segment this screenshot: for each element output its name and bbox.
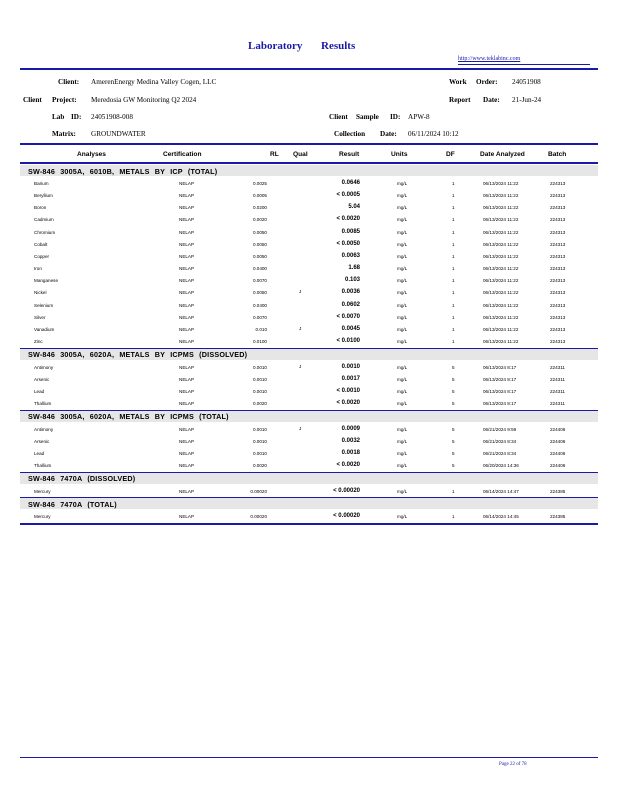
- collection-date-value: 06/11/2024 10:12: [408, 130, 459, 138]
- batch-id: 224313: [550, 302, 566, 308]
- analyte-name: Silver: [34, 314, 46, 320]
- reporting-limit: 0.0020: [252, 401, 267, 407]
- analyte-name: Vanadium: [34, 326, 55, 332]
- date-analyzed: 06/13/2024 11:22: [483, 205, 519, 211]
- col-rl: RL: [270, 151, 279, 158]
- certification: NELAP: [179, 401, 195, 407]
- dilution-factor: 5: [452, 364, 455, 370]
- table-bottom-divider: [20, 523, 598, 525]
- dilution-factor: 5: [452, 376, 455, 382]
- reporting-limit: 0.0025: [252, 181, 267, 186]
- reporting-limit: 0.0400: [252, 302, 267, 308]
- units: mg/L: [397, 338, 408, 344]
- project-label: Project:: [52, 96, 77, 104]
- result-value: < 0.0005: [336, 192, 360, 199]
- table-row: [0, 374, 618, 386]
- section-title: SW-846 7470A (TOTAL): [28, 499, 117, 509]
- analyte-name: Mercury: [34, 488, 51, 494]
- batch-id: 224406: [550, 451, 566, 456]
- batch-id: 224385: [550, 488, 566, 494]
- reporting-limit: 0.0070: [252, 314, 267, 320]
- certification: NELAP: [179, 181, 195, 186]
- analyte-name: Antimony: [34, 364, 54, 370]
- units: mg/L: [397, 426, 408, 432]
- units: mg/L: [397, 364, 408, 370]
- client-label: Client:: [58, 78, 80, 86]
- dilution-factor: 1: [452, 253, 455, 259]
- batch-id: 224311: [550, 364, 565, 370]
- dilution-factor: 5: [452, 388, 455, 394]
- analyte-name: Nickel: [34, 290, 47, 296]
- certification: NELAP: [179, 241, 195, 247]
- dilution-factor: 1: [452, 181, 455, 186]
- result-value: < 0.00020: [333, 513, 360, 520]
- certification: NELAP: [179, 463, 195, 469]
- units: mg/L: [397, 241, 408, 247]
- page-title-laboratory: Laboratory: [248, 40, 303, 52]
- units: mg/L: [397, 401, 408, 407]
- result-value: < 0.0100: [336, 337, 360, 344]
- reporting-limit: 0.0010: [252, 364, 267, 370]
- reporting-limit: 0.0050: [252, 253, 267, 259]
- units: mg/L: [397, 205, 408, 211]
- batch-id: 224311: [550, 388, 565, 394]
- lab-id-value: 24051908-008: [91, 113, 133, 121]
- date-analyzed: 06/14/2024 14:45: [483, 514, 519, 520]
- units: mg/L: [397, 451, 408, 456]
- analyte-name: Arsenic: [34, 376, 50, 382]
- analyte-name: Cobalt: [34, 241, 48, 247]
- page-number: Page 22 of 78: [499, 762, 527, 767]
- order-value: 24051908: [512, 78, 541, 86]
- reporting-limit: 0.0100: [252, 338, 267, 344]
- dilution-factor: 5: [452, 426, 455, 432]
- table-row: [0, 386, 618, 398]
- result-value: < 0.0070: [336, 313, 360, 320]
- dilution-factor: 1: [452, 302, 455, 308]
- order-label: Order:: [476, 78, 498, 86]
- reporting-limit: 0.0005: [252, 193, 267, 199]
- date-analyzed: 06/13/2024 11:22: [483, 241, 519, 247]
- table-row: [0, 511, 618, 523]
- batch-id: 224406: [550, 426, 566, 432]
- table-row: [0, 190, 618, 202]
- result-value: 1.68: [348, 265, 360, 272]
- analyte-name: Lead: [34, 451, 45, 456]
- batch-id: 224313: [550, 266, 566, 272]
- table-row: [0, 486, 618, 498]
- certification: NELAP: [179, 302, 195, 308]
- certification: NELAP: [179, 451, 195, 456]
- page-title-results: Results: [321, 40, 356, 52]
- certification: NELAP: [179, 290, 195, 296]
- client-sample-value: APW-8: [408, 113, 430, 121]
- analyte-name: Mercury: [34, 514, 51, 520]
- dilution-factor: 1: [452, 314, 455, 320]
- url-underline: [458, 64, 590, 65]
- date-analyzed: 06/21/2024 8:34: [483, 438, 517, 444]
- collection-label: Collection: [334, 130, 366, 138]
- analyte-name: Arsenic: [34, 438, 50, 444]
- header-divider: [20, 68, 598, 70]
- table-row: [0, 178, 618, 190]
- col-batch: Batch: [548, 151, 567, 158]
- batch-id: 224313: [550, 278, 566, 284]
- date-analyzed: 06/13/2024 11:22: [483, 278, 519, 284]
- reporting-limit: 0.010: [255, 326, 267, 332]
- dilution-factor: 5: [452, 401, 455, 407]
- units: mg/L: [397, 376, 408, 382]
- units: mg/L: [397, 302, 408, 308]
- lab-id-label: Lab: [52, 113, 65, 121]
- col-units: Units: [391, 151, 408, 158]
- certification: NELAP: [179, 229, 195, 235]
- reporting-limit: 0.0010: [252, 451, 267, 456]
- reporting-limit: 0.0050: [252, 241, 267, 247]
- dilution-factor: 1: [452, 326, 455, 332]
- units: mg/L: [397, 290, 408, 296]
- project-value: Meredosia GW Monitoring Q2 2024: [91, 96, 197, 104]
- certification: NELAP: [179, 388, 195, 394]
- table-row: [0, 436, 618, 448]
- report-label: Report: [449, 96, 471, 104]
- analyte-name: Zinc: [34, 338, 43, 344]
- date-analyzed: 06/13/2024 8:17: [483, 376, 517, 382]
- dilution-factor: 5: [452, 451, 455, 456]
- date-analyzed: 06/13/2024 11:22: [483, 314, 519, 320]
- analyte-name: Manganese: [34, 278, 59, 284]
- analyte-name: Copper: [34, 253, 50, 259]
- analyte-name: Chromium: [34, 229, 56, 235]
- units: mg/L: [397, 217, 408, 223]
- batch-id: 224313: [550, 290, 566, 296]
- units: mg/L: [397, 314, 408, 320]
- footer-divider: [20, 757, 598, 758]
- client-group-label: Client: [23, 96, 42, 104]
- units: mg/L: [397, 488, 408, 494]
- date-analyzed: 06/13/2024 11:22: [483, 338, 519, 344]
- date-analyzed: 06/14/2024 14:47: [483, 488, 519, 494]
- date-analyzed: 06/21/2024 8:34: [483, 451, 517, 456]
- work-label: Work: [449, 78, 467, 86]
- certification: NELAP: [179, 278, 195, 284]
- qualifier: J: [299, 364, 302, 370]
- matrix-value: GROUNDWATER: [91, 130, 146, 138]
- certification: NELAP: [179, 364, 195, 370]
- qualifier: J: [299, 326, 302, 332]
- table-row: [0, 275, 618, 287]
- analyte-name: Cadmium: [34, 217, 54, 223]
- table-row: [0, 312, 618, 324]
- units: mg/L: [397, 438, 408, 444]
- date-analyzed: 06/21/2024 9:59: [483, 426, 517, 432]
- table-row: [0, 324, 618, 336]
- batch-id: 224311: [550, 376, 565, 382]
- date-analyzed: 06/13/2024 11:22: [483, 302, 519, 308]
- dilution-factor: 1: [452, 193, 455, 199]
- result-value: 0.0646: [341, 180, 360, 186]
- table-row: [0, 214, 618, 226]
- reporting-limit: 0.0200: [252, 205, 267, 211]
- table-row: [0, 424, 618, 436]
- result-value: < 0.0020: [336, 400, 360, 407]
- qualifier: J: [299, 426, 302, 432]
- col-analyses: Analyses: [77, 151, 106, 158]
- column-header-divider: [20, 162, 598, 164]
- certification: NELAP: [179, 253, 195, 259]
- batch-id: 224313: [550, 326, 566, 332]
- units: mg/L: [397, 229, 408, 235]
- client-sample-label-2: Sample: [356, 113, 379, 121]
- client-value: AmerenEnergy Medina Valley Cogen, LLC: [91, 78, 217, 86]
- date-analyzed: 06/20/2024 14:36: [483, 463, 519, 469]
- col-certification: Certification: [163, 151, 202, 158]
- dilution-factor: 1: [452, 229, 455, 235]
- reporting-limit: 0.00020: [250, 488, 267, 494]
- reporting-limit: 0.0010: [252, 376, 267, 382]
- batch-id: 224313: [550, 338, 566, 344]
- reporting-limit: 0.0050: [252, 290, 267, 296]
- units: mg/L: [397, 266, 408, 272]
- col-result: Result: [339, 151, 360, 158]
- analyte-name: Lead: [34, 388, 45, 394]
- analyte-name: Barium: [34, 181, 49, 186]
- batch-id: 224406: [550, 438, 566, 444]
- meta-divider: [20, 143, 598, 145]
- reporting-limit: 0.0050: [252, 229, 267, 235]
- analyte-name: Thallium: [34, 401, 52, 407]
- date-analyzed: 06/13/2024 11:22: [483, 229, 519, 235]
- dilution-factor: 1: [452, 290, 455, 296]
- section-title: SW-846 3005A, 6020A, METALS BY ICPMS (DISSOLVED): [28, 350, 248, 360]
- dilution-factor: 5: [452, 463, 455, 469]
- certification: NELAP: [179, 426, 195, 432]
- dilution-factor: 1: [452, 266, 455, 272]
- units: mg/L: [397, 463, 408, 469]
- section-title: SW-846 7470A (DISSOLVED): [28, 474, 136, 484]
- client-sample-label-3: ID:: [390, 113, 401, 121]
- date-analyzed: 06/13/2024 11:22: [483, 193, 519, 199]
- result-value: 0.0017: [341, 375, 360, 382]
- batch-id: 224313: [550, 205, 566, 211]
- result-value: < 0.0020: [336, 216, 360, 223]
- units: mg/L: [397, 181, 408, 186]
- batch-id: 224311: [550, 401, 565, 407]
- certification: NELAP: [179, 338, 195, 344]
- result-value: 0.0032: [341, 437, 360, 444]
- date-analyzed: 06/13/2024 11:22: [483, 181, 519, 186]
- batch-id: 224313: [550, 253, 566, 259]
- certification: NELAP: [179, 488, 195, 494]
- table-row: [0, 263, 618, 275]
- table-row: [0, 460, 618, 472]
- certification: NELAP: [179, 326, 195, 332]
- units: mg/L: [397, 514, 408, 520]
- date-analyzed: 06/13/2024 11:22: [483, 326, 519, 332]
- certification: NELAP: [179, 205, 195, 211]
- result-value: < 0.0010: [336, 387, 360, 394]
- result-value: < 0.0020: [336, 462, 360, 469]
- table-row: [0, 300, 618, 312]
- table-row: [0, 239, 618, 251]
- collection-date-label: Date:: [380, 130, 397, 138]
- certification: NELAP: [179, 217, 195, 223]
- col-date-analyzed: Date Analyzed: [480, 151, 525, 158]
- dilution-factor: 1: [452, 514, 455, 520]
- qualifier: J: [299, 290, 302, 296]
- analyte-name: Boron: [34, 205, 47, 211]
- batch-id: 224313: [550, 193, 566, 199]
- report-date-value: 21-Jun-24: [512, 96, 542, 104]
- units: mg/L: [397, 253, 408, 259]
- result-value: 0.0009: [341, 425, 360, 432]
- certification: NELAP: [179, 514, 195, 520]
- batch-id: 224313: [550, 217, 566, 223]
- result-value: 0.0036: [341, 289, 360, 296]
- matrix-label: Matrix:: [52, 130, 76, 138]
- result-value: 0.0063: [341, 252, 360, 259]
- dilution-factor: 1: [452, 278, 455, 284]
- table-row: [0, 227, 618, 239]
- reporting-limit: 0.00020: [250, 514, 267, 520]
- date-analyzed: 06/13/2024 11:22: [483, 253, 519, 259]
- result-value: < 0.00020: [333, 487, 360, 494]
- certification: NELAP: [179, 314, 195, 320]
- dilution-factor: 5: [452, 438, 455, 444]
- result-value: 0.0045: [341, 325, 360, 332]
- result-value: 5.04: [348, 204, 360, 211]
- units: mg/L: [397, 193, 408, 199]
- batch-id: 224406: [550, 463, 566, 469]
- reporting-limit: 0.0010: [252, 426, 267, 432]
- table-row: [0, 448, 618, 460]
- dilution-factor: 1: [452, 205, 455, 211]
- table-row: [0, 336, 618, 348]
- result-value: 0.0018: [341, 450, 360, 456]
- col-df: DF: [446, 151, 455, 158]
- lab-id-label-2: ID:: [71, 113, 82, 121]
- col-qual: Qual: [293, 151, 308, 158]
- batch-id: 224313: [550, 241, 566, 247]
- analyte-name: Antimony: [34, 426, 54, 432]
- batch-id: 224313: [550, 229, 566, 235]
- section-title: SW-846 3005A, 6020A, METALS BY ICPMS (TOTAL): [28, 412, 229, 422]
- units: mg/L: [397, 326, 408, 332]
- reporting-limit: 0.0010: [252, 438, 267, 444]
- units: mg/L: [397, 278, 408, 284]
- reporting-limit: 0.0070: [252, 278, 267, 284]
- dilution-factor: 1: [452, 217, 455, 223]
- date-analyzed: 06/13/2024 8:17: [483, 388, 517, 394]
- section-title: SW-846 3005A, 6010B, METALS BY ICP (TOTAL): [28, 166, 218, 176]
- batch-id: 224385: [550, 514, 566, 520]
- result-value: 0.0085: [341, 228, 360, 235]
- result-value: 0.0010: [341, 363, 360, 370]
- reporting-limit: 0.0010: [252, 388, 267, 394]
- analyte-name: Selenium: [34, 302, 54, 308]
- result-value: < 0.0050: [336, 240, 360, 247]
- date-analyzed: 06/13/2024 8:17: [483, 364, 517, 370]
- units: mg/L: [397, 388, 408, 394]
- reporting-limit: 0.0020: [252, 217, 267, 223]
- dilution-factor: 1: [452, 338, 455, 344]
- table-row: [0, 398, 618, 410]
- result-value: 0.0602: [341, 301, 360, 308]
- dilution-factor: 1: [452, 241, 455, 247]
- table-row: [0, 287, 618, 299]
- table-row: [0, 251, 618, 263]
- certification: NELAP: [179, 376, 195, 382]
- result-value: 0.103: [344, 277, 360, 284]
- analyte-name: Iron: [34, 266, 42, 272]
- client-sample-label: Client: [329, 113, 348, 121]
- table-row: [0, 202, 618, 214]
- certification: NELAP: [179, 266, 195, 272]
- certification: NELAP: [179, 193, 195, 199]
- table-row: [0, 362, 618, 374]
- dilution-factor: 1: [452, 488, 455, 494]
- certification: NELAP: [179, 438, 195, 444]
- analyte-name: Beryllium: [34, 193, 53, 199]
- batch-id: 224313: [550, 181, 566, 186]
- date-analyzed: 06/13/2024 8:17: [483, 401, 517, 407]
- reporting-limit: 0.0400: [252, 266, 267, 272]
- batch-id: 224313: [550, 314, 566, 320]
- reporting-limit: 0.0020: [252, 463, 267, 469]
- report-date-label: Date:: [483, 96, 500, 104]
- analyte-name: Thallium: [34, 463, 52, 469]
- date-analyzed: 06/13/2024 11:22: [483, 290, 519, 296]
- date-analyzed: 06/13/2024 11:22: [483, 217, 519, 223]
- date-analyzed: 06/13/2024 11:22: [483, 266, 519, 272]
- website-link[interactable]: http://www.teklabinc.com: [458, 56, 521, 62]
